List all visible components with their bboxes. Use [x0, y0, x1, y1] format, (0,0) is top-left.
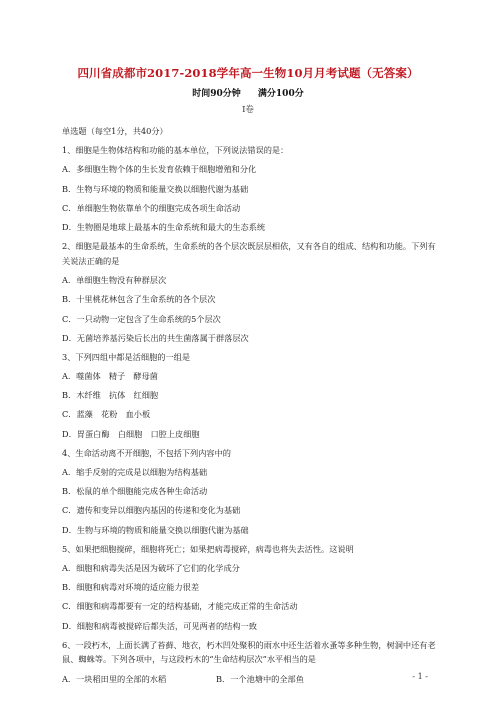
option-text: C．一只动物一定包含了生命系统的5个层次	[62, 313, 221, 324]
page-number: - 1 -	[412, 672, 428, 681]
exam-info: 时间90分钟 满分100分	[192, 89, 304, 99]
option-text: B．细胞和病毒对环境的适应能力很差	[62, 582, 200, 593]
option-text: D．无菌培养基污染后长出的共生菌落属于群落层次	[62, 332, 249, 343]
option-text: B．一个池塘中的全部鱼	[216, 673, 304, 684]
option-text: A．单细胞生物没有种群层次	[62, 275, 167, 286]
section-instruction: 单选题（每空1分，共40分）	[62, 126, 168, 136]
option-text: A．一块稻田里的全部的水稻	[62, 673, 167, 684]
question-2: 2、细胞是最基本的生命系统，生命系统的各个层次既层层相依，又有各自的组成、结构和功能。下列有关说法正确的是	[62, 241, 436, 266]
question-1: 1、细胞是生物体结构和功能的基本单位，下列说法错误的是：	[62, 145, 289, 156]
option-text: C．遗传和变异以细胞内基因的传递和变化为基础	[62, 505, 241, 516]
question-content	[62, 122, 438, 689]
question-5: 5、如果把细胞搅碎，细胞将死亡；如果把病毒搅碎，病毒也将失去活性。这说明	[62, 543, 354, 554]
option-text: B．松鼠的单个细胞能完成各种生命活动	[62, 486, 208, 497]
option-text: B．十里桃花林包含了生命系统的各个层次	[62, 294, 216, 305]
option-text: D．生物圈是地球上最基本的生命系统和最大的生态系统	[62, 221, 266, 232]
option-text: A．缩手反射的完成是以细胞为结构基础	[62, 467, 208, 477]
option-text: D．胃蛋白酶 白细胞 口腔上皮细胞	[62, 428, 200, 439]
option-text: C．单细胞生物依靠单个的细胞完成各项生命活动	[62, 202, 241, 213]
question-6: 6、一段朽木，上面长满了苔藓、地衣，朽木凹处聚积的雨水中还生活着水蚤等多种生物，树洞中还有老鼠、蜘蛛等。下列各项中，与这段朽木的“生命结构层次”水平相当的是	[62, 639, 436, 665]
question-3: 3、下列四组中都是活细胞的一组是	[62, 351, 191, 362]
option-text: A．多细胞生物个体的生长发育依赖于细胞增殖和分化	[62, 164, 257, 175]
option-text: D．细胞和病毒被搅碎后都失活，可见两者的结构一致	[62, 620, 257, 631]
option-row	[62, 670, 438, 689]
option-text: B．生物与环境的物质和能量交换以细胞代谢为基础	[62, 183, 249, 194]
option-text: C．细胞和病毒都要有一定的结构基础，才能完成正常的生命活动	[62, 601, 298, 612]
section-label: I卷	[242, 105, 254, 115]
page-title: 四川省成都市2017-2018学年高一生物10月月考试题（无答案）	[77, 66, 419, 80]
question-4: 4、生命活动离不开细胞，不包括下列内容中的	[62, 447, 231, 458]
option-text: A．细胞和病毒失活是因为破坏了它们的化学成分	[62, 562, 240, 573]
option-text: B．木纤维 抗体 红细胞	[62, 390, 159, 401]
option-text: C．蓝藻 花粉 血小板	[62, 409, 151, 420]
option-text: A．噬菌体 精子 酵母菌	[62, 371, 158, 382]
option-text: D．生物与环境的物质和能量交换以细胞代谢为基础	[62, 524, 249, 535]
